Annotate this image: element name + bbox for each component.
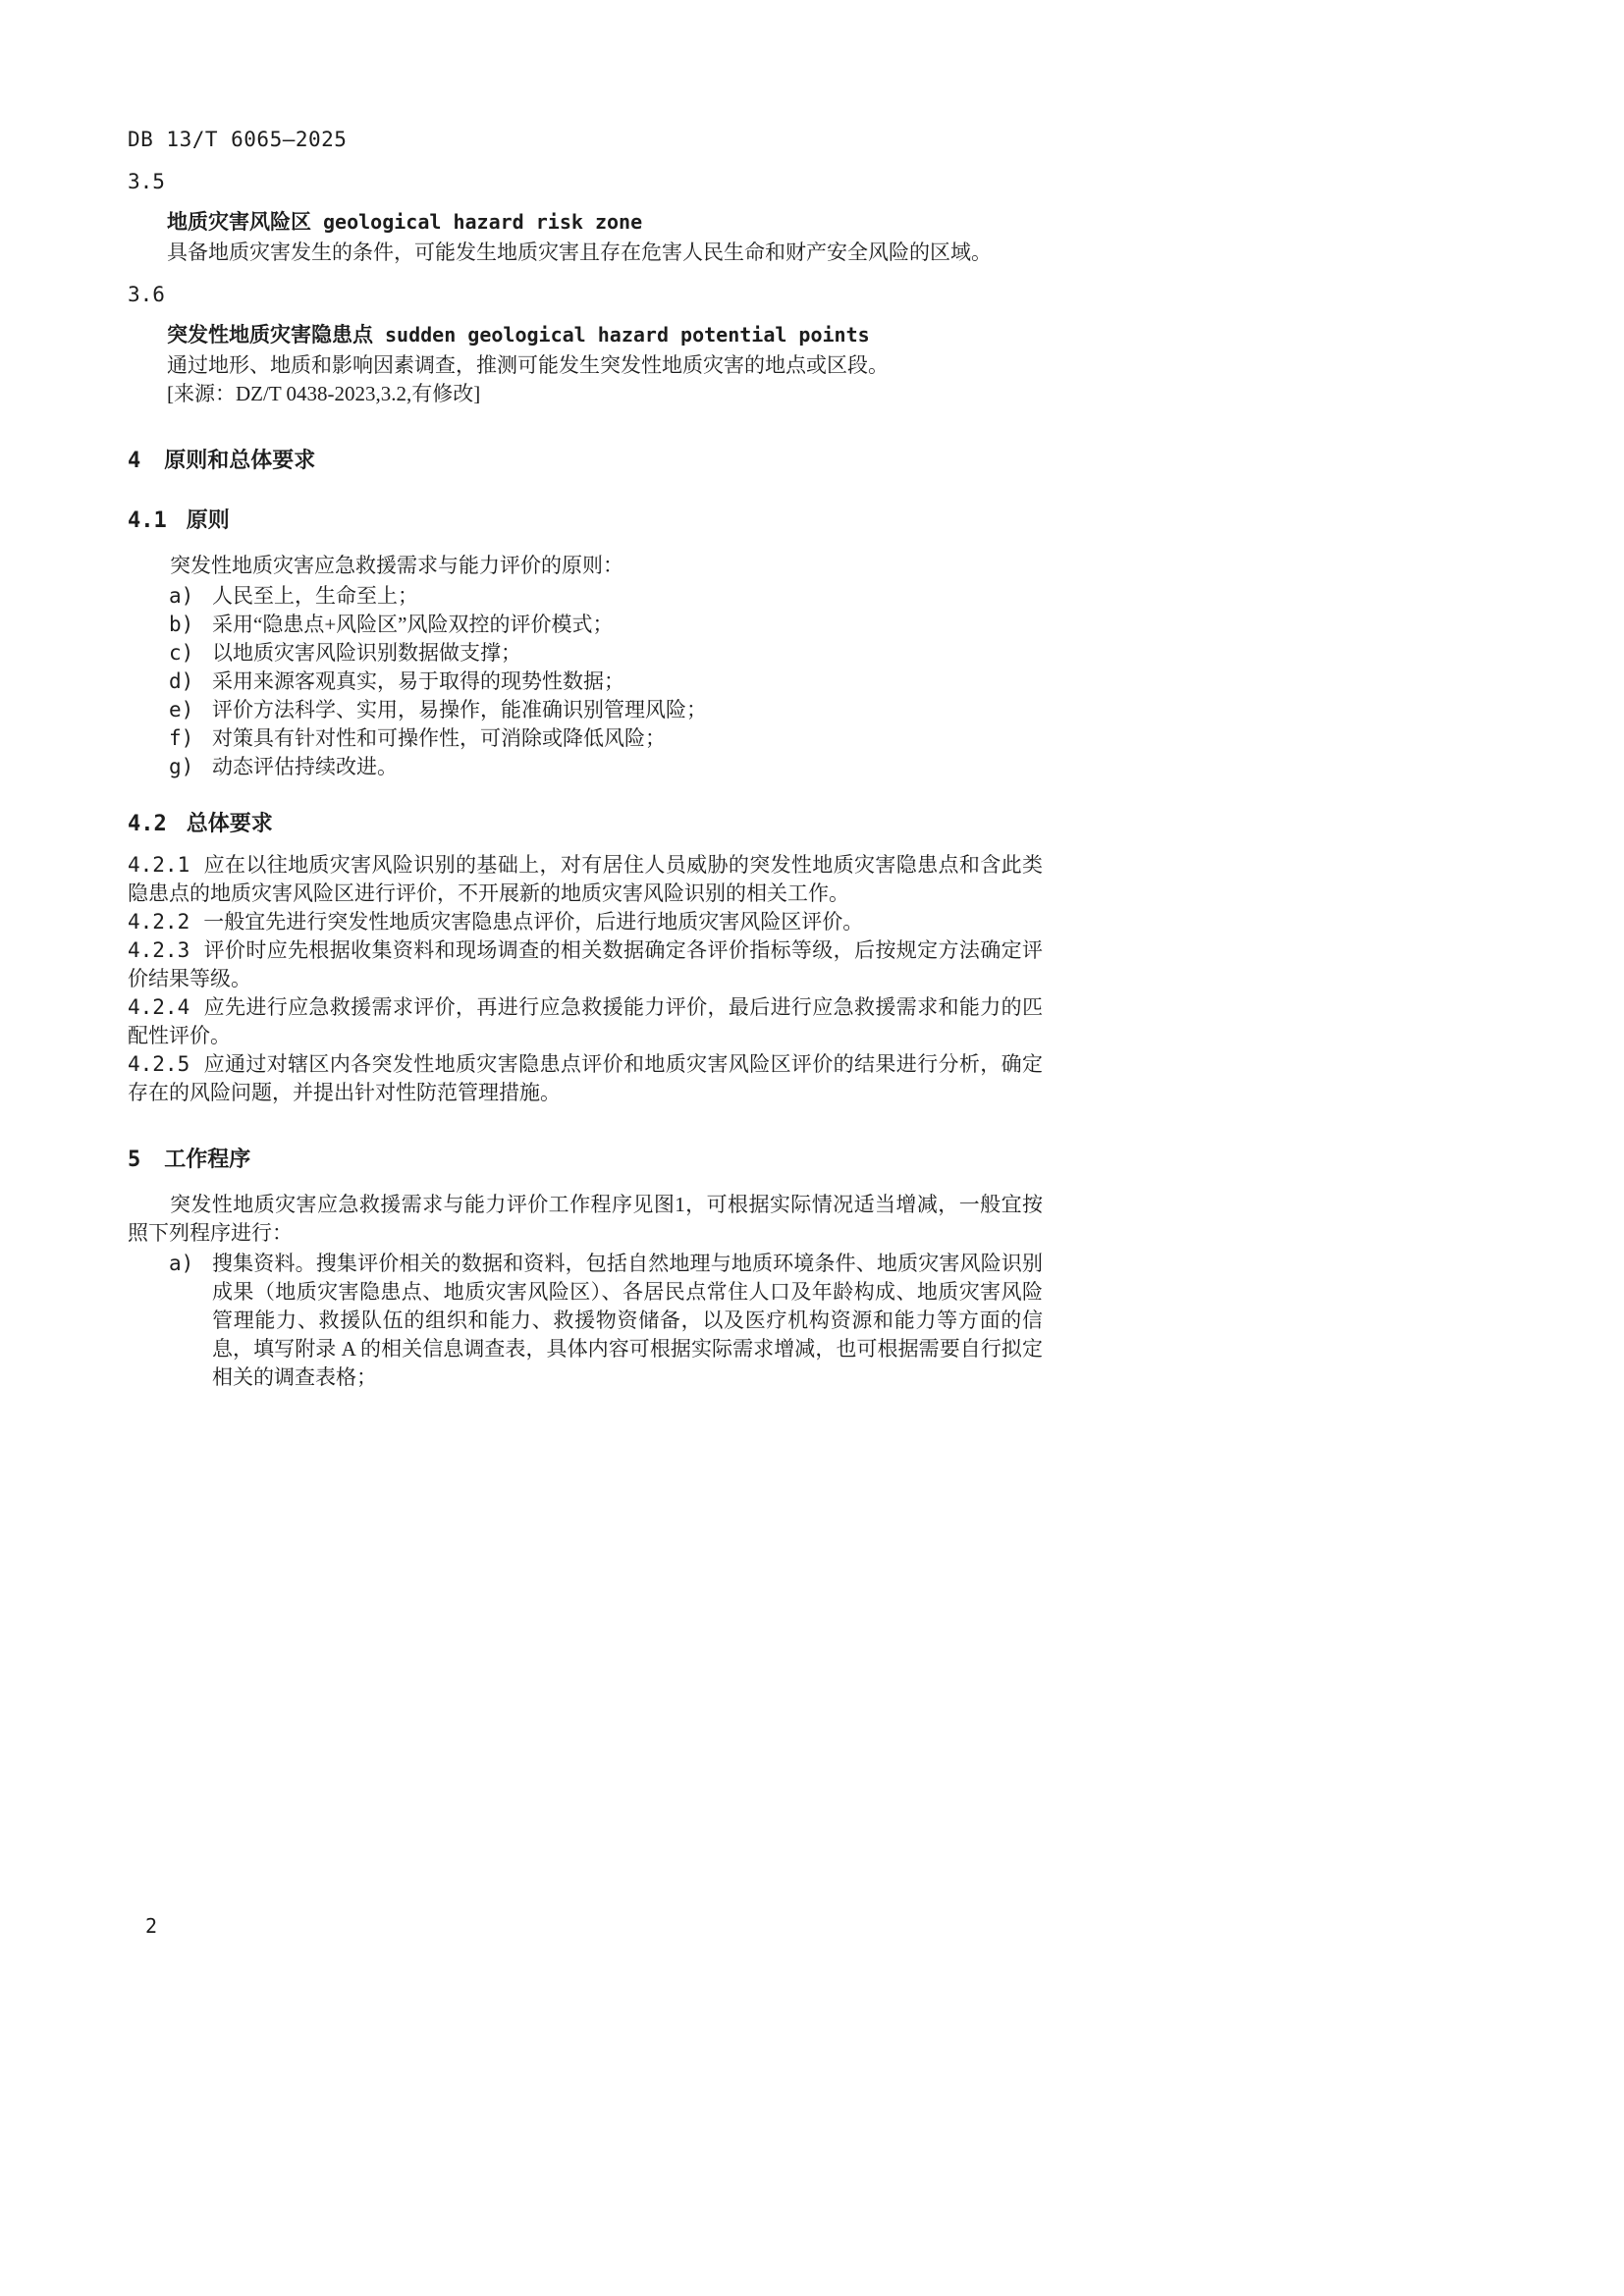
list-item-text: 对策具有针对性和可操作性，可消除或降低风险； [212, 726, 666, 750]
list-item [128, 667, 1043, 696]
general-requirements [128, 851, 1043, 1107]
list-item-label: f) [169, 726, 194, 750]
list-item [128, 724, 1043, 753]
clause-number: 4.2.5 [128, 1052, 190, 1076]
section-4-heading [128, 444, 1043, 478]
list-item-text: 采用“隐患点+风险区”风险双控的评价模式； [212, 613, 614, 636]
list-item-label: d) [169, 669, 194, 693]
term-number: 3.6 [128, 283, 165, 306]
subsection-title: 总体要求 [186, 811, 273, 835]
term-title [167, 319, 1043, 351]
term-definition: 通过地形、地质和影响因素调查，推测可能发生突发性地质灾害的地点或区段。 [167, 353, 889, 377]
subsection-number: 4.2 [128, 812, 167, 836]
list-item-text: 搜集资料。搜集评价相关的数据和资料，包括自然地理与地质环境条件、地质灾害风险识别成果（地质灾害隐患点、地质灾害风险区）、各居民点常住人口及年龄构成、地质灾害风险管理能力、救援队伍的组织和能力、救援物资储备，以及医疗机构资源和能力等方面的信息，填写附录 A 的相关信息调查表，具体内容可根据实际需求增减，也可根据需要自行拟定相关的调查表格； [212, 1252, 1043, 1389]
clause-number: 4.2.3 [128, 938, 190, 962]
term-3-6 [128, 281, 1043, 408]
clause [128, 1050, 1043, 1107]
list-item [128, 753, 1043, 781]
page-content [128, 126, 1043, 1392]
list-item-text: 采用来源客观真实，易于取得的现势性数据； [212, 669, 624, 693]
clause [128, 993, 1043, 1050]
clause-text: 应通过对辖区内各突发性地质灾害隐患点评价和地质灾害风险区评价的结果进行分析，确定存在的风险问题，并提出针对性防范管理措施。 [128, 1052, 1043, 1104]
term-title-cn: 突发性地质灾害隐患点 [167, 324, 373, 347]
list-item-label: c) [169, 641, 194, 665]
list-item-text: 评价方法科学、实用，易操作，能准确识别管理风险； [212, 698, 707, 721]
subsection-number: 4.1 [128, 508, 167, 533]
list-item-label: a) [169, 584, 194, 608]
clause-text: 应先进行应急救援需求评价，再进行应急救援能力评价，最后进行应急救援需求和能力的匹配性评价。 [128, 995, 1043, 1047]
term-title [167, 206, 1043, 239]
list-item [128, 1250, 1043, 1392]
section-5-heading [128, 1143, 1043, 1177]
list-item-label: e) [169, 698, 194, 721]
clause-text: 一般宜先进行突发性地质灾害隐患点评价，后进行地质灾害风险区评价。 [203, 910, 864, 934]
term-3-5 [128, 168, 1043, 267]
clause [128, 936, 1043, 993]
list-item [128, 611, 1043, 639]
clause-number: 4.2.1 [128, 853, 190, 877]
clause-text: 应在以往地质灾害风险识别的基础上，对有居住人员威胁的突发性地质灾害隐患点和含此类隐患点的地质灾害风险区进行评价，不开展新的地质灾害风险识别的相关工作。 [128, 853, 1043, 905]
term-source: [来源：DZ/T 0438-2023,3.2,有修改] [167, 382, 481, 405]
clause [128, 851, 1043, 908]
list-item-text: 动态评估持续改进。 [212, 755, 398, 778]
term-title-en: sudden geological hazard potential points [385, 323, 870, 347]
clause-text: 评价时应先根据收集资料和现场调查的相关数据确定各评价指标等级，后按规定方法确定评价结果等级。 [128, 938, 1043, 990]
list-item-label: a) [169, 1252, 194, 1275]
clause-number: 4.2.4 [128, 995, 190, 1019]
section-4-1-heading [128, 504, 1043, 538]
section-number: 5 [128, 1148, 141, 1172]
term-title-en: geological hazard risk zone [323, 210, 643, 234]
section-number: 4 [128, 449, 141, 473]
list-item-label: g) [169, 755, 194, 778]
subsection-title: 原则 [186, 507, 230, 532]
list-item [128, 696, 1043, 724]
clause-number: 4.2.2 [128, 910, 190, 934]
list-item [128, 639, 1043, 667]
principles-list [128, 582, 1043, 781]
list-item-text: 人民至上，生命至上； [212, 584, 418, 608]
clause [128, 908, 1043, 936]
section-4-1-intro: 突发性地质灾害应急救援需求与能力评价的原则： [170, 554, 623, 577]
section-title: 原则和总体要求 [164, 448, 316, 472]
section-4-2-heading [128, 807, 1043, 841]
section-title: 工作程序 [164, 1147, 251, 1171]
list-item-label: b) [169, 613, 194, 636]
doc-number: DB 13/T 6065—2025 [128, 128, 348, 151]
list-item [128, 582, 1043, 611]
term-definition: 具备地质灾害发生的条件，可能发生地质灾害且存在危害人民生命和财产安全风险的区域。 [167, 240, 992, 264]
section-5-intro: 突发性地质灾害应急救援需求与能力评价工作程序见图1，可根据实际情况适当增减，一般宜按照下列程序进行： [128, 1193, 1043, 1245]
page-number: 2 [145, 1914, 158, 1938]
term-title-cn: 地质灾害风险区 [167, 211, 311, 234]
list-item-text: 以地质灾害风险识别数据做支撑； [212, 641, 521, 665]
term-number: 3.5 [128, 170, 165, 193]
procedure-list [128, 1250, 1043, 1392]
